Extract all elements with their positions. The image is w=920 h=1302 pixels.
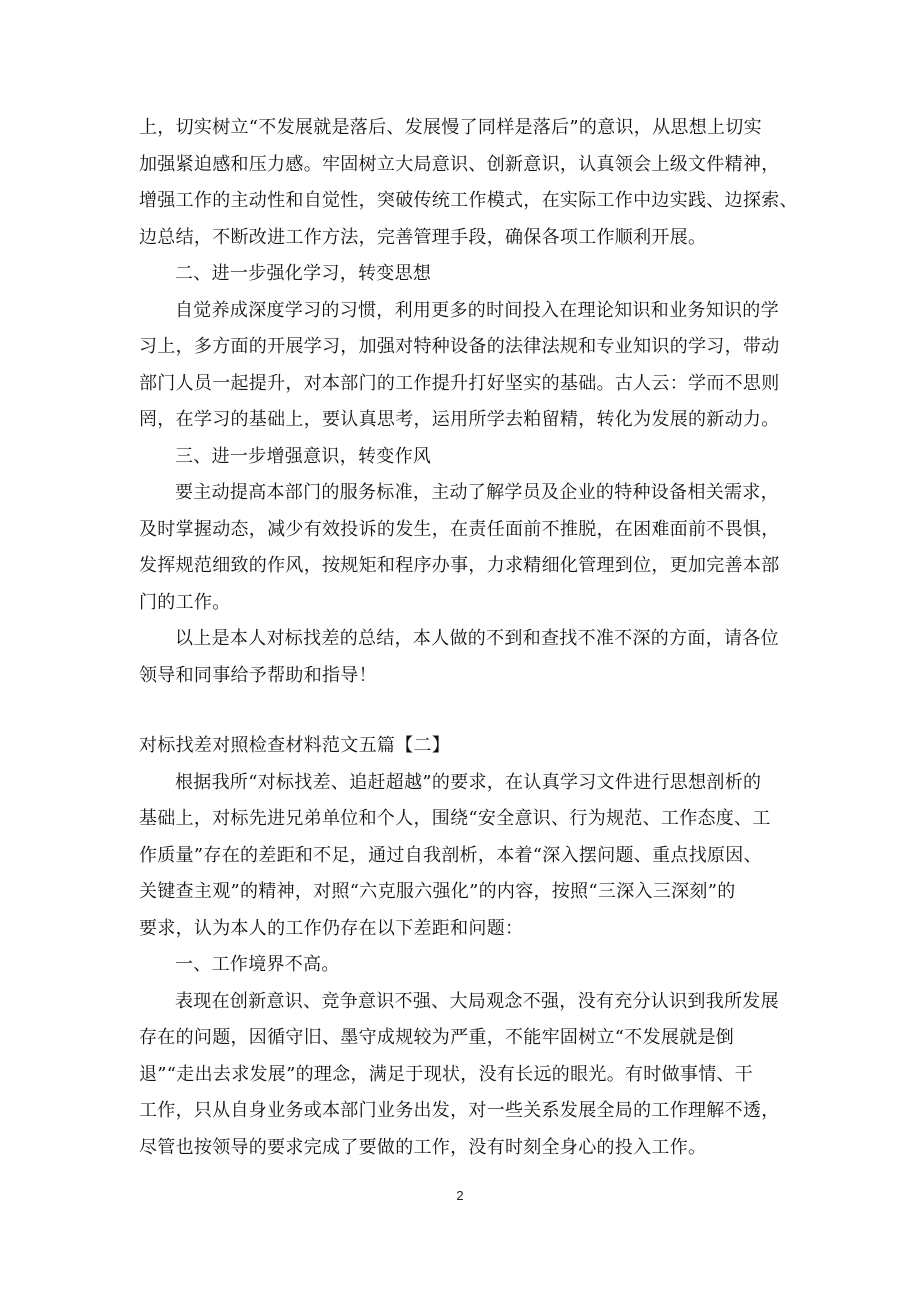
paragraph-line: 习上，多方面的开展学习，加强对特种设备的法律法规和专业知识的学习，带动	[139, 336, 780, 357]
paragraph-line: 自觉养成深度学习的习惯，利用更多的时间投入在理论知识和业务知识的学	[175, 299, 779, 321]
paragraph-line: 退”“走出去求发展”的理念，满足于现状，没有长远的眼光。有时做事情、干	[139, 1063, 754, 1085]
paragraph-line: 根据我所“对标找差、追赶超越”的要求，在认真学习文件进行思想剖析的	[175, 771, 762, 793]
paragraph-line: 基础上，对标先进兄弟单位和个人，围绕“安全意识、行为规范、工作态度、工	[139, 808, 771, 829]
paragraph-line: 领导和同事给予帮助和指导！	[139, 664, 377, 686]
article-title: 对标找差对照检查材料范文五篇【二】	[139, 735, 451, 756]
paragraph-line: 增强工作的主动性和自觉性，突破传统工作模式，在实际工作中边实践、边探索、	[139, 190, 798, 211]
paragraph-line: 部门人员一起提升，对本部门的工作提升打好坚实的基础。古人云：学而不思则	[139, 372, 780, 394]
paragraph-line: 表现在创新意识、竞争意识不强、大局观念不强，没有充分认识到我所发展	[175, 990, 779, 1012]
paragraph-line: 加强紧迫感和压力感。牢固树立大局意识、创新意识，认真领会上级文件精神，	[139, 153, 780, 175]
paragraph-line: 及时掌握动态，减少有效投诉的发生，在责任面前不推脱，在困难面前不畏惧，	[139, 518, 780, 540]
paragraph-line: 关键查主观”的精神，对照“六克服六强化”的内容，按照“三深入三深刻”的	[139, 881, 736, 902]
paragraph-line: 尽管也按领导的要求完成了要做的工作，没有时刻全身心的投入工作。	[139, 1136, 707, 1158]
paragraph-line: 要主动提高本部门的服务标准，主动了解学员及企业的特种设备相关需求，	[175, 482, 779, 503]
section-spacer	[139, 694, 799, 728]
paragraph-line: 工作，只从自身业务或本部门业务出发，对一些关系发展全局的工作理解不透，	[139, 1100, 780, 1121]
paragraph-line: 罔，在学习的基础上，要认真思考，运用所学去粕留精，转化为发展的新动力。	[139, 409, 780, 430]
paragraph-line: 要求，认为本人的工作仍存在以下差距和问题：	[139, 917, 524, 939]
paragraph-line: 以上是本人对标找差的总结，本人做的不到和查找不准不深的方面，请各位	[175, 628, 779, 649]
section-heading: 一、工作境界不高。	[175, 954, 340, 975]
section-heading: 二、进一步强化学习，转变思想	[175, 263, 432, 284]
paragraph-line: 上，切实树立“不发展就是落后、发展慢了同样是落后”的意识，从思想上切实	[139, 117, 762, 138]
paragraph-line: 门的工作。	[139, 591, 231, 613]
document-body	[139, 110, 799, 1166]
page-number: 2	[456, 1188, 464, 1203]
paragraph-line: 存在的问题，因循守旧、墨守成规较为严重，不能牢固树立“不发展就是倒	[139, 1027, 735, 1048]
paragraph-line: 作质量”存在的差距和不足，通过自我剖析，本着“深入摆问题、重点找原因、	[139, 844, 762, 866]
section-heading: 三、进一步增强意识，转变作风	[175, 445, 432, 467]
paragraph-line: 发挥规范细致的作风，按规矩和程序办事，力求精细化管理到位，更加完善本部	[139, 555, 780, 576]
paragraph-line: 边总结，不断改进工作方法，完善管理手段，确保各项工作顺利开展。	[139, 226, 707, 248]
